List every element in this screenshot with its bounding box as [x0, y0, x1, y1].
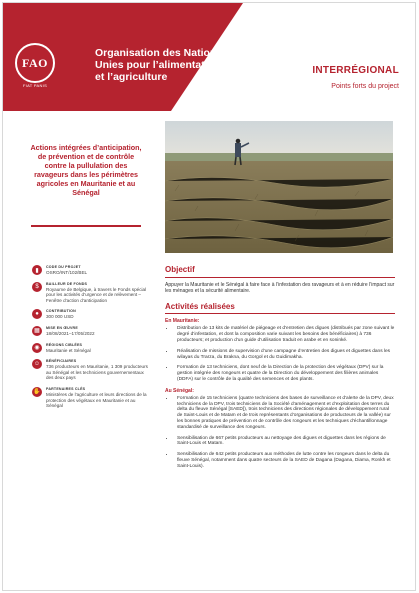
- project-metadata: [33, 265, 151, 415]
- meta-label: MISE EN ŒUVRE: [46, 325, 78, 330]
- list-item: • Distribution de 13 kits de matériel de piégeage et d’entretien des digues (distribués par zone suivant le degré d’infestation, et dont la composition varie suivant les besoins des bénéficiaires) à 736 producteurs; et production d’un guide d’utilisation traduit en arabe et en soninké.: [175, 326, 395, 343]
- list-item: • Sensibilisation de 642 petits producteurs aux méthodes de lutte contre les rongeurs dans le delta du fleuve Sénégal, notamment dans quatre secteurs de la SAED de Dagana (Dagana, Diama, Ronkh et Saint-Louis).: [175, 452, 395, 469]
- field-photo-image: [165, 121, 393, 253]
- activities-heading: Activités réalisées: [165, 302, 235, 312]
- meta-item-project-code: [33, 265, 151, 276]
- objective-text: Appuyer la Mauritanie et le Sénégal à faire face à l’infestation des ravageurs et à en réduire l’impact sur les ménages et la sécurité alimentaire.: [165, 282, 395, 295]
- fact-sheet-page: [2, 2, 416, 591]
- meta-label: PARTENAIRES CLÉS: [46, 386, 86, 391]
- activities-list-mauritania: [165, 326, 395, 382]
- list-item: • Formation de 13 techniciens, dont neuf de la Direction de la protection des végétaux (DPV) sur la gestion intégrée des rongeurs et quatre de la Direction du développement des filières animales (DDFA) sur le contrôle de la qualité des semences et des plants.: [175, 365, 395, 382]
- meta-value: 18/08/2021–17/05/2022: [46, 330, 95, 336]
- meta-value: 736 producteurs en Mauritanie, 1 309 producteurs au Sénégal et les techniciens gouvernementaux des deux pays: [46, 364, 148, 381]
- meta-item-target-regions: [33, 343, 151, 354]
- meta-label: CODE DU PROJET: [46, 265, 81, 269]
- region-label: INTERRÉGIONAL: [312, 65, 399, 76]
- location-pin-icon: ◉: [32, 343, 42, 353]
- meta-label: BAILLEUR DE FONDS: [46, 281, 88, 286]
- fao-logo: [15, 43, 55, 83]
- handshake-icon: ✋: [32, 387, 42, 397]
- project-title: Actions intégrées d’anticipation, de prévention et de contrôle contre la pullulation des ravageurs dans les périmètres agricoles en Mauritanie et au Sénégal: [30, 143, 142, 197]
- meta-item-donor: [33, 282, 151, 304]
- fao-logo-motto: FIAT PANIS: [22, 83, 48, 88]
- list-item: • Réalisation de missions de supervision d’une campagne d’entretien des digues et diguettes dans les wilayas du Trarza, du Brakna, du Gorgol et du Guidimakha.: [175, 349, 395, 361]
- field-photo: [165, 121, 393, 253]
- objective-divider: [165, 277, 395, 278]
- meta-item-contribution: [33, 309, 151, 320]
- main-content: [165, 265, 395, 475]
- list-item: • Sensibilisation de 667 petits producteurs au nettoyage des digues et diguettes dans les régions de Saint-Louis et Matam.: [175, 436, 395, 448]
- meta-item-partners: [33, 387, 151, 409]
- meta-value: Ministères de l’agriculture et leurs directions de la protection des végétaux en Mauritanie et au Sénégal: [46, 391, 147, 409]
- meta-value: OSRO/INT/102/BEL: [46, 270, 88, 275]
- country-heading-senegal: Au Sénégal:: [165, 387, 194, 394]
- meta-value: 300 000 USD: [46, 314, 74, 320]
- country-heading-mauritania: En Mauritanie:: [165, 318, 200, 325]
- meta-item-implementation: [33, 326, 151, 337]
- coins-icon: ●: [32, 309, 42, 319]
- highlights-label: Points forts du project: [331, 83, 399, 90]
- calendar-icon: ▦: [32, 326, 42, 336]
- meta-value: Mauritanie et Sénégal: [46, 347, 91, 353]
- objective-heading: Objectif: [165, 265, 195, 274]
- list-item: • Formation de 15 techniciens (quatre techniciens des bases de surveillance et d’alerte de la DPV, deux techniciens de la DPV, trois techniciens de la Société d’aménagement et d’exploitation des terres du delta du fleuve Sénégal [SAED]), trois techniciens des directions régionales de développement rural de Saint-Louis et de Matam et de trois représentants d’organisations de producteurs de la vallée) sur les bonnes pratiques de prévention et de contrôle des rongeurs et les techniques d’échantillonnage standardisé de surveillance des rongeurs.: [175, 396, 395, 431]
- fao-logo-text: FAO: [22, 55, 48, 70]
- title-divider: [31, 225, 141, 227]
- people-icon: ☺: [33, 361, 41, 368]
- money-bag-icon: $: [32, 282, 42, 292]
- activities-divider: [165, 313, 395, 314]
- activities-list-senegal: [165, 396, 395, 470]
- meta-value: Royaume de Belgique, à travers le Fonds spécial pour les activités d’urgence et de relèvement – Fenêtre d’action d’anticipation: [46, 286, 147, 303]
- meta-label: BÉNÉFICIAIRES: [46, 359, 77, 364]
- meta-item-beneficiaries: [33, 359, 151, 381]
- meta-label: RÉGIONS CIBLÉES: [46, 342, 83, 347]
- meta-label: CONTRIBUTION: [46, 309, 76, 314]
- barcode-icon: ▮: [32, 265, 42, 275]
- organization-name: Organisation des Nations Unies pour l’alimentation et l’agriculture: [95, 47, 223, 83]
